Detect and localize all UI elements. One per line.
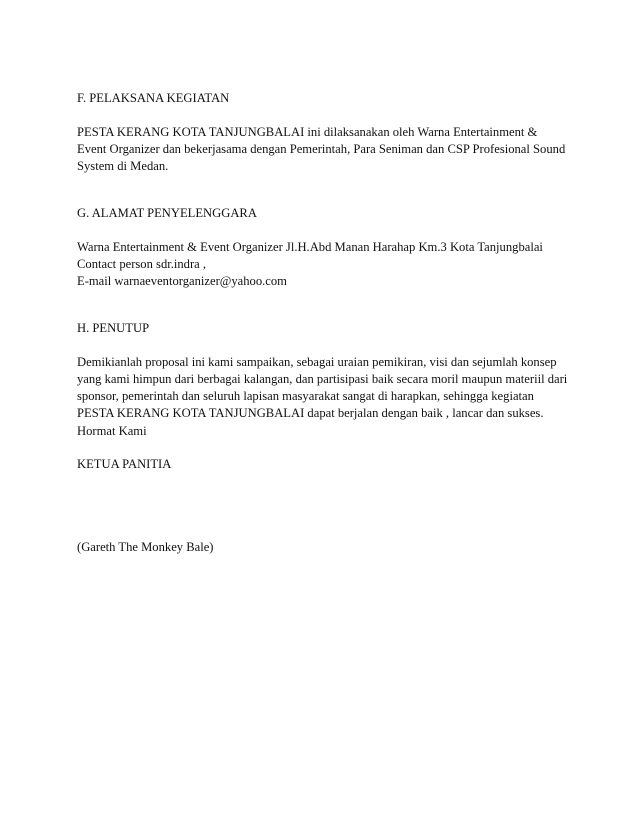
signatory-name: (Gareth The Monkey Bale) <box>77 540 214 554</box>
section-h-line-4: PESTA KERANG KOTA TANJUNGBALAI dapat berjalan dengan baik , lancar dan sukses. <box>77 406 544 420</box>
section-h-heading: H. PENUTUP <box>77 321 150 335</box>
section-g-heading: G. ALAMAT PENYELENGGARA <box>77 206 257 220</box>
section-g-line-3: E-mail warnaeventorganizer@yahoo.com <box>77 274 287 288</box>
section-g-line-2: Contact person sdr.indra , <box>77 257 207 271</box>
section-g-line-1: Warna Entertainment & Event Organizer Jl.H.Abd Manan Harahap Km.3 Kota Tanjungbalai <box>77 240 543 254</box>
section-h-line-2: yang kami himpun dari berbagai kalangan, dan partisipasi baik secara moril maupun materiil dari <box>77 372 568 386</box>
closing-title: KETUA PANITIA <box>77 457 172 471</box>
section-f-line-3: System di Medan. <box>77 159 169 173</box>
section-h-line-3: sponsor, pemerintah dan seluruh lapisan masyarakat sangat di harapkan, sehingga kegiatan <box>77 389 534 403</box>
section-f-line-2: Event Organizer dan bekerjasama dengan Pemerintah, Para Seniman dan CSP Profesional Sound <box>77 142 566 156</box>
section-f-heading: F. PELAKSANA KEGIATAN <box>77 91 230 105</box>
closing-greeting: Hormat Kami <box>77 424 147 438</box>
section-h-line-1: Demikianlah proposal ini kami sampaikan, sebagai uraian pemikiran, visi dan sejumlah konsep <box>77 355 557 369</box>
section-f-line-1: PESTA KERANG KOTA TANJUNGBALAI ini dilaksanakan oleh Warna Entertainment & <box>77 125 538 139</box>
